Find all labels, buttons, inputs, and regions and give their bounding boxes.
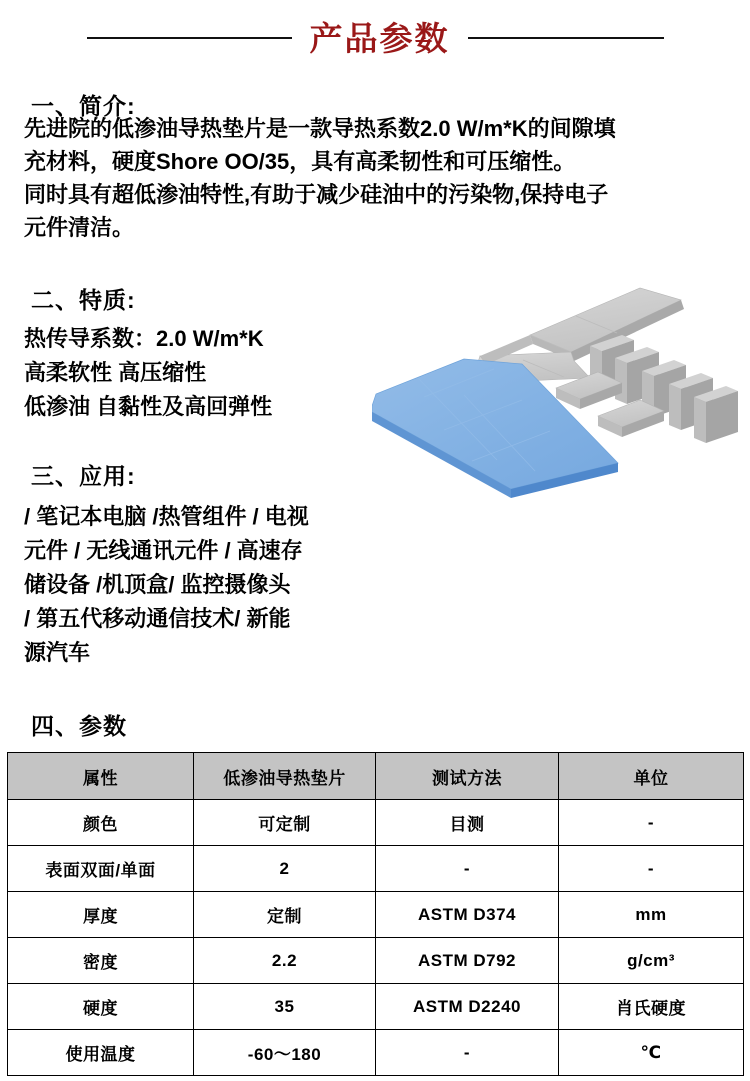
section-heading-parameters: 四、参数 (31, 713, 127, 739)
cell-attribute: 颜色 (8, 800, 194, 846)
table-header-unit: 单位 (559, 753, 744, 800)
cell-value: 2 (194, 846, 376, 892)
table-row (8, 984, 744, 1030)
application-line: 源汽车 (24, 640, 91, 665)
section-heading-features: 二、特质: (31, 287, 136, 313)
cell-attribute: 表面双面/单面 (8, 846, 194, 892)
intro-line: 元件清洁。 (24, 215, 135, 240)
cell-method: ASTM D374 (376, 892, 559, 938)
cell-value: 2.2 (194, 938, 376, 984)
table-header-row (8, 753, 744, 800)
table-row (8, 846, 744, 892)
cell-unit: - (559, 846, 744, 892)
section-heading-applications: 三、应用: (31, 463, 136, 489)
page-title-banner (0, 14, 750, 62)
table-row (8, 938, 744, 984)
cell-unit: mm (559, 892, 744, 938)
table-header-attribute: 属性 (8, 753, 194, 800)
cell-attribute: 硬度 (8, 984, 194, 1030)
cell-method: - (376, 846, 559, 892)
cell-method: ASTM D792 (376, 938, 559, 984)
cell-unit: 肖氏硬度 (559, 984, 744, 1030)
cell-attribute: 厚度 (8, 892, 194, 938)
table-row (8, 892, 744, 938)
cell-method: 目测 (376, 800, 559, 846)
intro-paragraph (24, 112, 736, 244)
cell-method: ASTM D2240 (376, 984, 559, 1030)
intro-line: 充材料，硬度Shore OO/35，具有高柔韧性和可压缩性。 (24, 149, 576, 174)
cell-unit: g/cm³ (559, 938, 744, 984)
product-photo (372, 282, 750, 514)
features-list (24, 322, 404, 424)
feature-line: 热传导系数：2.0 W/m*K (24, 326, 264, 351)
cell-value: -60～180 (194, 1030, 376, 1076)
cell-attribute: 密度 (8, 938, 194, 984)
cell-attribute: 使用温度 (8, 1030, 194, 1076)
application-line: / 笔记本电脑 /热管组件 / 电视 (24, 504, 309, 529)
cell-value: 35 (194, 984, 376, 1030)
table-row (8, 1030, 744, 1076)
feature-line: 低渗油 自黏性及高回弹性 (24, 394, 273, 419)
cell-value: 可定制 (194, 800, 376, 846)
intro-line: 先进院的低渗油导热垫片是一款导热系数2.0 W/m*K的间隙填 (24, 116, 616, 141)
cell-method: - (376, 1030, 559, 1076)
table-header-product: 低渗油导热垫片 (194, 753, 376, 800)
title-rule-right (468, 37, 664, 39)
intro-line: 同时具有超低渗油特性,有助于减少硅油中的污染物,保持电子 (24, 182, 609, 207)
cell-unit: ℃ (559, 1030, 744, 1076)
table-row (8, 800, 744, 846)
cell-value: 定制 (194, 892, 376, 938)
title-rule-left (87, 37, 292, 39)
table-header-method: 测试方法 (376, 753, 559, 800)
applications-list (24, 500, 384, 670)
cell-unit: - (559, 800, 744, 846)
page-title: 产品参数 (309, 19, 450, 57)
application-line: / 第五代移动通信技术/ 新能 (24, 606, 291, 631)
parameter-table (7, 752, 744, 1076)
feature-line: 高柔软性 高压缩性 (24, 360, 207, 385)
application-line: 元件 / 无线通讯元件 / 高速存 (24, 538, 303, 563)
application-line: 储设备 /机顶盒/ 监控摄像头 (24, 572, 291, 597)
section-heading-intro: 一、简介: (31, 93, 136, 119)
